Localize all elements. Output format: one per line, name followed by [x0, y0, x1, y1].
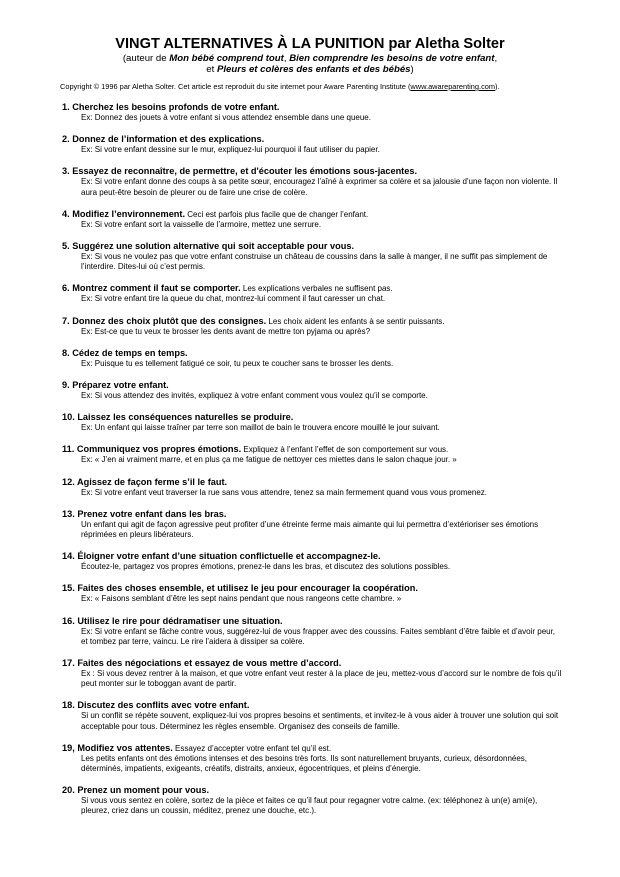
list-item	[62, 380, 562, 401]
list-item	[62, 616, 562, 647]
item-heading	[62, 785, 562, 796]
book-title-1: Mon bébé comprend tout	[169, 53, 284, 64]
alternatives-list	[62, 102, 562, 817]
item-heading-bold: 4. Modifiez l’environnement.	[62, 208, 186, 219]
list-item	[62, 658, 562, 689]
list-item	[62, 551, 562, 572]
book-title-2: Bien comprendre les besoins de votre enfant	[289, 53, 495, 64]
item-heading-bold: 2. Donnez de l’information et des explications.	[62, 134, 265, 145]
item-heading-bold: 14. Éloigner votre enfant d’une situation conflictuelle et accompagnez-le.	[62, 551, 381, 562]
list-item	[62, 509, 562, 540]
list-item	[62, 134, 562, 155]
website-link[interactable]: www.awareparenting.com	[410, 82, 496, 91]
copyright-text: Copyright © 1996 par Aletha Solter. Cet article est reproduit du site internet pour Aware Parenting Institute (	[60, 82, 411, 91]
item-heading-bold: 19, Modifiez vos attentes.	[62, 742, 173, 753]
item-body: Les petits enfants ont des émotions intenses et des besoins très forts. Ils sont naturellement bruyants, curieux, désordonnées, déterminés, impatients, exigeants, créatifs, distraits, anxieux, égocentriques, et pleins d’énergie.	[81, 753, 528, 774]
item-heading-extra: Ceci est parfois plus facile que de changer l’enfant.	[185, 209, 369, 219]
list-item	[62, 241, 562, 272]
item-heading	[62, 551, 562, 562]
item-heading-bold: 17. Faites des négociations et essayez de vous mettre d’accord.	[62, 658, 342, 669]
item-body: Ex: Si votre enfant donne des coups à sa petite sœur, encouragez l’aîné à exprimer sa colère et sa jalousie d'une façon non violente. Il aura peut-être besoin de pleurer ou de faire une crise de colère.	[81, 177, 558, 197]
item-heading	[62, 316, 562, 327]
subtitle2-post: )	[410, 64, 414, 75]
list-item	[62, 283, 562, 304]
subtitle-line-1	[0, 53, 620, 64]
item-body: Ex: Puisque tu es tellement fatigué ce soir, tu peux te coucher sans te brosser les dents.	[81, 358, 394, 368]
item-heading	[62, 241, 562, 252]
subtitle-post: ,	[494, 53, 498, 64]
item-body: Ex: Si votre enfant se fâche contre vous, suggérez-lui de vous frapper avec des coussins. Faites semblant d’être faible et d’avoir peur, et tombez par terre, vaincu. Le rire l’aidera à dissiper sa colère.	[81, 626, 556, 646]
item-heading	[62, 102, 562, 113]
list-item	[62, 209, 562, 230]
item-heading-bold: 11. Communiquez vos propres émotions.	[62, 444, 242, 455]
item-heading	[62, 283, 562, 294]
item-heading	[62, 209, 562, 220]
list-item	[62, 700, 562, 731]
item-heading-bold: 15. Faites des choses ensemble, et utilisez le jeu pour encourager la coopération.	[62, 583, 418, 594]
item-body: Ex: Si votre enfant veut traverser la rue sans vous attendre, tenez sa main fermement quand vous vous promenez.	[81, 487, 487, 497]
copyright-notice	[60, 82, 500, 91]
item-heading	[62, 658, 562, 669]
item-heading-extra: Essayez d’accepter votre enfant tel qu’il est.	[172, 743, 332, 753]
item-heading-bold: 20. Prenez un moment pour vous.	[62, 785, 210, 796]
subtitle-line-2	[0, 64, 620, 75]
item-body: Ex: « J’en ai vraiment marre, et en plus ça me fatigue de nettoyer ces miettes dans le salon chaque jour. »	[81, 455, 457, 465]
item-heading-bold: 9. Préparez votre enfant.	[62, 380, 169, 391]
item-heading	[62, 348, 562, 359]
item-body: Ex: « Faisons semblant d’être les sept nains pendant que nous rangeons cette chambre. »	[81, 594, 402, 604]
item-body: Ex: Si votre enfant sort la vaisselle de l’armoire, mettez une serrure.	[81, 219, 322, 229]
item-heading-bold: 18. Discutez des conflits avec votre enfant.	[62, 700, 250, 711]
item-body: Ex: Donnez des jouets à votre enfant si vous attendez ensemble dans une queue.	[81, 113, 371, 122]
item-body: Ex: Si vous attendez des invités, expliquez à votre enfant comment vous voulez qu’il se comporte.	[81, 391, 428, 401]
item-heading-bold: 12. Agissez de façon ferme s’il le faut.	[62, 476, 228, 487]
item-body: Ex : Si vous devez rentrer à la maison, et que votre enfant veut rester à la place de jeu, mettez-vous d’accord sur le nombre de fois qu’il peut monter sur le toboggan avant de partir.	[81, 669, 562, 689]
item-heading	[62, 743, 562, 754]
item-heading	[62, 700, 562, 711]
item-heading-bold: 13. Prenez votre enfant dans les bras.	[62, 508, 227, 519]
list-item	[62, 743, 562, 774]
item-heading-extra: Les choix aident les enfants à se sentir puissants.	[266, 316, 445, 326]
copyright-end: ).	[495, 82, 500, 91]
item-heading	[62, 509, 562, 520]
item-heading	[62, 444, 562, 455]
list-item	[62, 412, 562, 433]
item-heading-bold: 8. Cédez de temps en temps.	[62, 347, 188, 358]
item-body: Écoutez-le, partagez vos propres émotions, prenez-le dans les bras, et discutez des solutions possibles.	[81, 562, 451, 572]
item-heading-bold: 10. Laissez les conséquences naturelles se produire.	[62, 412, 294, 423]
item-body: Un enfant qui agit de façon agressive peut profiter d’une étreinte ferme mais aimante qui lui permettra d’extérioriser ses émotions réprimées en pleurs libérateurs.	[81, 519, 539, 540]
item-body: Ex: Un enfant qui laisse traîner par terre son maillot de bain le trouvera encore mouillé le jour suivant.	[81, 423, 440, 433]
item-heading	[62, 583, 562, 594]
item-heading-bold: 3. Essayez de reconnaître, de permettre, et d'écouter les émotions sous-jacentes.	[62, 166, 418, 177]
subtitle2-pre: et	[206, 64, 217, 75]
item-heading	[62, 616, 562, 627]
item-heading-bold: 1. Cherchez les besoins profonds de votre enfant.	[62, 102, 280, 112]
item-heading-bold: 5. Suggérez une solution alternative qui soit acceptable pour vous.	[62, 241, 355, 252]
list-item	[62, 477, 562, 498]
item-heading-bold: 6. Montrez comment il faut se comporter.	[62, 283, 241, 294]
item-heading-extra: Les explications verbales ne suffisent pas.	[240, 284, 393, 294]
document-title: VINGT ALTERNATIVES À LA PUNITION par Aletha Solter	[115, 36, 505, 52]
list-item	[62, 785, 562, 816]
book-title-3: Pleurs et colères des enfants et des bébés	[216, 64, 411, 75]
list-item	[62, 348, 562, 369]
list-item	[62, 444, 562, 465]
item-body: Ex: Si votre enfant dessine sur le mur, expliquez-lui pourquoi il faut utiliser du papier.	[81, 145, 380, 155]
list-item	[62, 583, 562, 604]
list-item	[62, 316, 562, 337]
list-item	[62, 102, 562, 123]
item-heading	[62, 412, 562, 423]
item-body: Ex: Est-ce que tu veux te brosser les dents avant de mettre ton pyjama ou après?	[81, 326, 371, 336]
item-heading	[62, 477, 562, 488]
item-heading-bold: 7. Donnez des choix plutôt que des consignes.	[62, 315, 267, 326]
item-heading	[62, 166, 562, 177]
item-heading-bold: 16. Utilisez le rire pour dédramatiser une situation.	[62, 615, 283, 626]
item-body: Si vous vous sentez en colère, sortez de la pièce et faites ce qu’il faut pour regagner votre calme. (ex: téléphonez à un(e) ami(e), pleurez, criez dans un coussin, méditez, prenez une douche, etc.).	[81, 796, 538, 816]
subtitle-pre: (auteur de	[122, 53, 170, 64]
item-body: Ex: Si vous ne voulez pas que votre enfant construise un château de coussins dans la salle à manger, il ne suffit pas simplement de l’interdire. Dites-lui où c’est permis.	[81, 252, 548, 272]
item-heading-extra: Expliquez à l’enfant l’effet de son comportement sur vous.	[241, 445, 449, 455]
item-heading	[62, 134, 562, 145]
list-item	[62, 166, 562, 197]
item-body: Si un conflit se répète souvent, expliquez-lui vos propres besoins et sentiments, et invitez-le à vous aider à trouver une solution qui soit acceptable pour tous. Déterminez les règles ensemble. Organisez des conseils de famille.	[81, 711, 559, 731]
item-body: Ex: Si votre enfant tire la queue du chat, montrez-lui comment il faut caresser un chat.	[81, 294, 386, 304]
subtitle-sep: ,	[283, 53, 290, 64]
item-heading	[62, 380, 562, 391]
